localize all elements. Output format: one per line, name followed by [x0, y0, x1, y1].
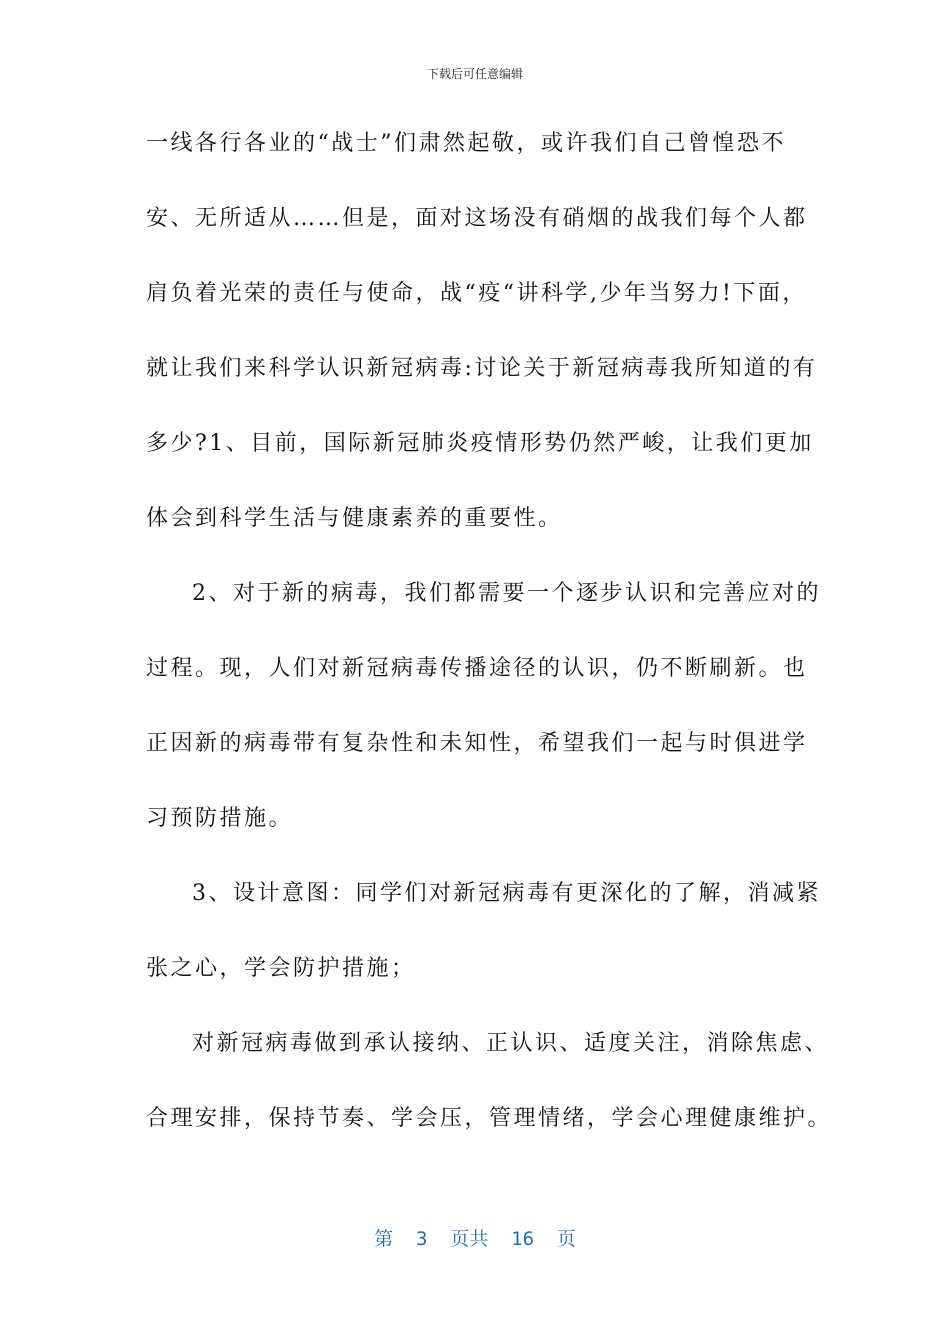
paragraph-start-line: 2、对于新的病毒，我们都需要一个逐步认识和完善应对的 — [192, 581, 821, 606]
paragraph-start-line: 3、设计意图：同学们对新冠病毒有更深化的了解，消减紧 — [192, 881, 821, 906]
paragraph-start-line: 对新冠病毒做到承认接纳、正认识、适度关注，消除焦虑、 — [192, 1031, 830, 1056]
text-line: 张之心，学会防护措施； — [146, 956, 416, 981]
text-line: 安、无所适从……但是，面对这场没有硝烟的战我们每个人都 — [146, 206, 808, 231]
document-body — [146, 122, 833, 1172]
page-header: 下载后可任意编辑 — [426, 67, 523, 81]
text-line: 肩负着光荣的责任与使命，战“疫“讲科学,少年当努力!下面， — [146, 281, 807, 306]
text-line: 合理安排，保持节奏、学会压，管理情绪，学会心理健康维护。 — [146, 1106, 833, 1131]
text-line: 多少?1、目前，国际新冠肺炎疫情形势仍然严峻，让我们更加 — [146, 431, 814, 456]
text-line: 正因新的病毒带有复杂性和未知性，希望我们一起与时俱进学 — [146, 731, 808, 756]
text-line: 体会到科学生活与健康素养的重要性。 — [146, 506, 563, 531]
text-line: 一线各行各业的“战士”们肃然起敬，或许我们自己曾惶恐不 — [146, 131, 786, 156]
page-number-footer: 第 3 页共 16 页 — [374, 1228, 576, 1250]
text-line: 习预防措施。 — [146, 806, 294, 831]
text-line: 就让我们来科学认识新冠病毒:讨论关于新冠病毒我所知道的有 — [146, 356, 818, 381]
text-line: 过程。现，人们对新冠病毒传播途径的认识，仍不断刷新。也 — [146, 656, 808, 681]
